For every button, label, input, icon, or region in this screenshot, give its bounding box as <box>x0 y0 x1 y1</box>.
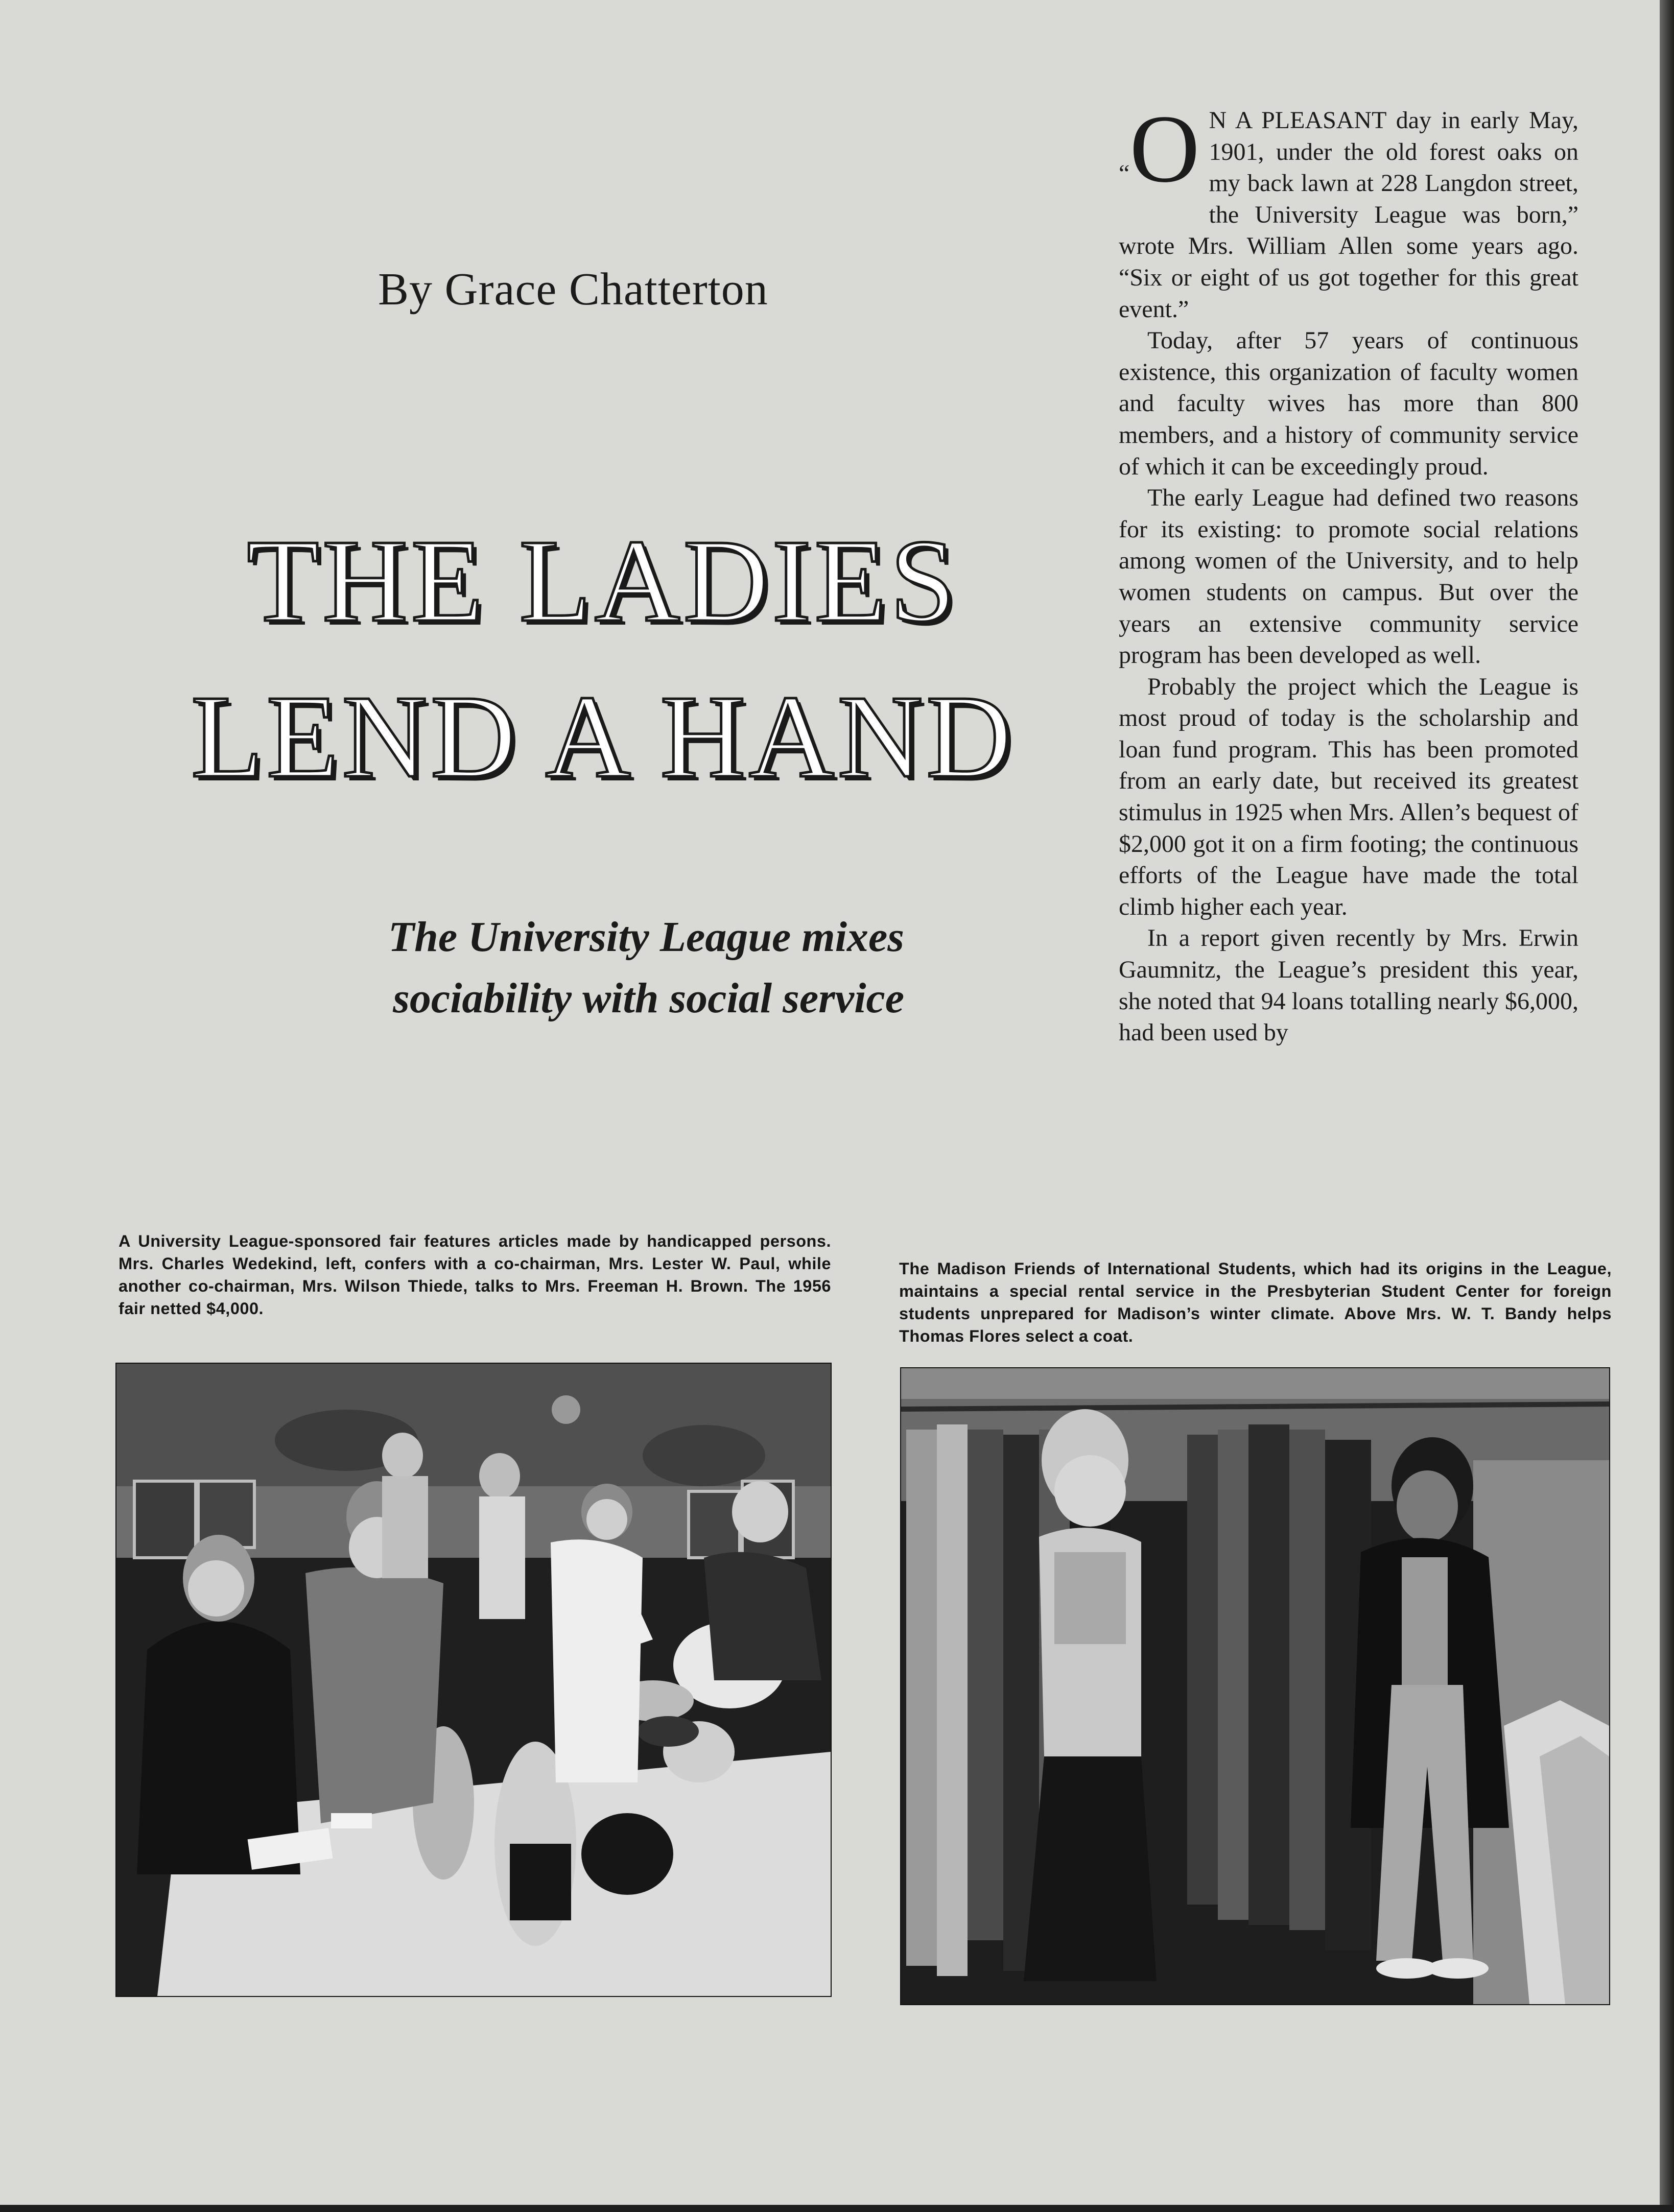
headline <box>169 503 1037 815</box>
opening-quote-mark: “ <box>1119 160 1130 187</box>
photo-caption-left: A University League-sponsored fair features articles made by handicapped persons. Mrs. Charles Wedekind, left, confers with a co-chairman, Mrs. Lester W. Paul, while another co-chairman, Mrs. Wilson Thiede, talks to Mrs. Freeman H. Brown. The 1956 fair netted $4,000. <box>119 1232 831 1318</box>
photo-coat-rental <box>900 1367 1610 2005</box>
drop-cap-letter: O <box>1129 96 1200 203</box>
photo-coat-rental-image <box>901 1368 1609 2004</box>
body-paragraph-2: Today, after 57 years of continuous existence, this organization of faculty women and faculty wives has more than 800 members, and a history of community service of which it can be exceedingly proud. <box>1119 327 1578 480</box>
body-paragraph-1 <box>1119 96 1578 325</box>
headline-line-1: THE LADIES <box>247 515 959 647</box>
body-paragraph-4: Probably the project which the League is most proud of today is the scholarship and loan fund program. This has been promoted from an early date, but received its greatest stimulus in 1925 when Mrs. Allen’s bequest of $2,000 got it on a firm footing; the continuous efforts of the League have made the total climb higher each year. <box>1119 673 1578 920</box>
photo-caption-right: The Madison Friends of International Students, which had its origins in the League, maintains a special rental service in the Presbyterian Student Center for foreign students unprepared for Madison’s winter climate. Above Mrs. W. T. Bandy helps Thomas Flores select a coat. <box>899 1259 1612 1345</box>
photo-fair <box>115 1363 832 1997</box>
headline-line-2: LEND A HAND <box>191 671 1015 802</box>
deck-subtitle <box>286 907 904 1029</box>
photo-fair-image <box>116 1364 831 1996</box>
page-edge-shadow <box>1660 0 1674 2212</box>
page-bottom-edge <box>0 2205 1674 2212</box>
body-paragraph-3: The early League had defined two reasons for its existing: to promote social relations among women of the University, and to help women students on campus. But over the years an extensive community service program has been developed as well. <box>1119 484 1578 669</box>
body-paragraph-1-text: N A PLEASANT day in early May, 1901, under the old forest oaks on my back lawn at 228 Langdon street, the University League was born,” wrote Mrs. William Allen some years ago. “Six or eight of us got together for this great event.” <box>1119 107 1578 323</box>
byline: By Grace Chatterton <box>378 264 768 315</box>
deck-line-2: sociability with social service <box>393 974 904 1022</box>
article-body <box>1119 96 1578 1049</box>
drop-cap <box>1119 96 1200 212</box>
deck-line-1: The University League mixes <box>388 913 904 961</box>
body-paragraph-5: In a report given recently by Mrs. Erwin Gaumnitz, the League’s president this year, she noted that 94 loans totalling nearly $6,000, had been used by <box>1119 924 1578 1046</box>
